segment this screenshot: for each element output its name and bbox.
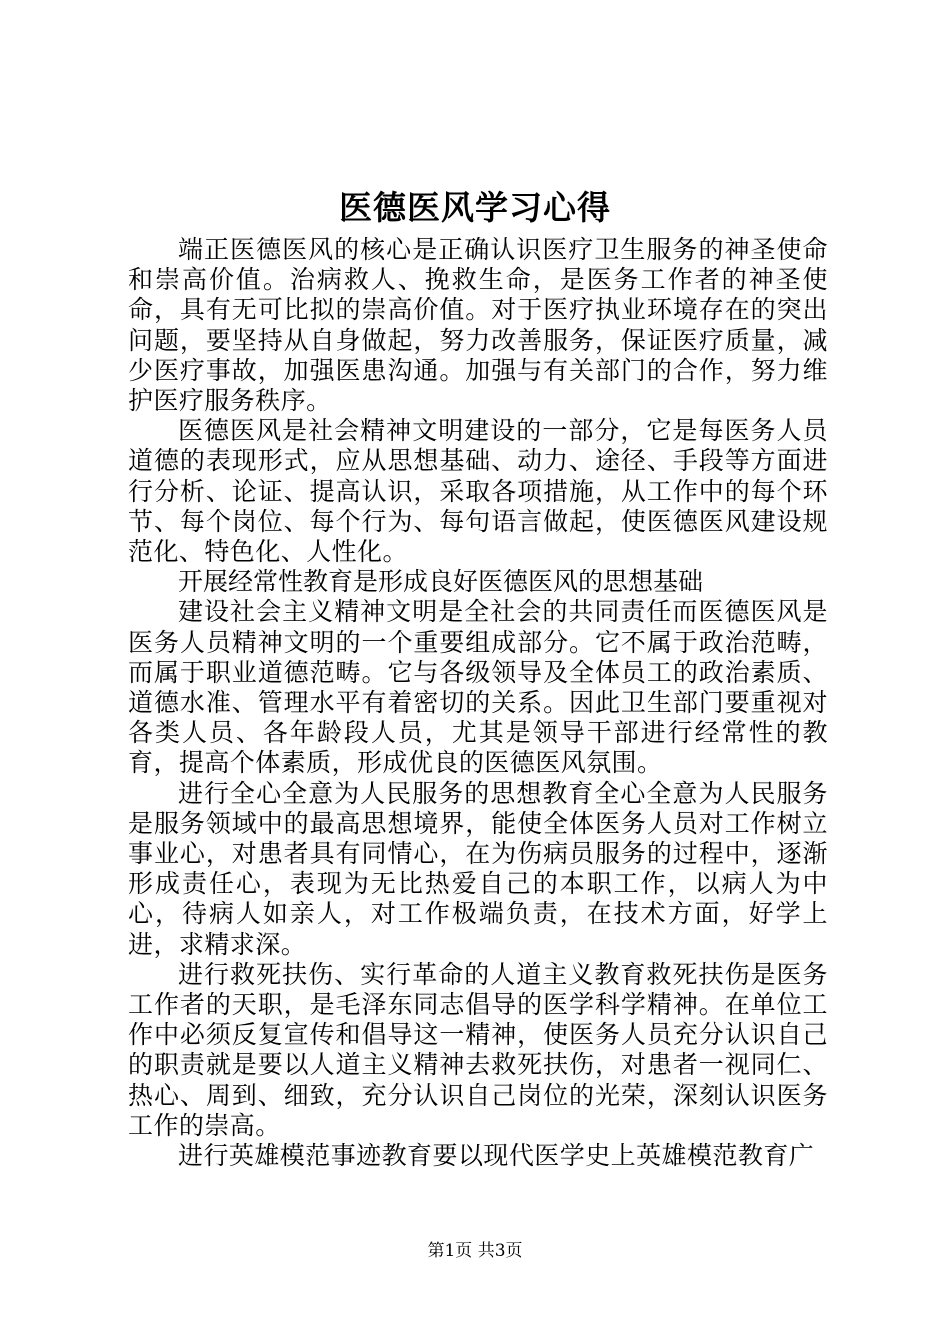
paragraph: 建设社会主义精神文明是全社会的共同责任而医德医风是医务人员精神文明的一个重要组成部分。它不属于政治范畴，而属于职业道德范畴。它与各级领导及全体员工的政治素质、道德水准、管理水平有着密切的关系。因此卫生部门要重视对各类人员、各年龄段人员，尤其是领导干部进行经常性的教育，提高个体素质，形成优良的医德医风氛围。 xyxy=(128,597,828,778)
paragraph: 端正医德医风的核心是正确认识医疗卫生服务的神圣使命和崇高价值。治病救人、挽救生命，是医务工作者的神圣使命，具有无可比拟的崇高价值。对于医疗执业环境存在的突出问题，要坚持从自身做起，努力改善服务，保证医疗质量，减少医疗事故，加强医患沟通。加强与有关部门的合作，努力维护医疗服务秩序。 xyxy=(128,235,828,416)
page-title: 医德医风学习心得 xyxy=(339,188,611,227)
page-footer: 第1页 共3页 xyxy=(427,1241,523,1261)
paragraph: 医德医风是社会精神文明建设的一部分，它是每医务人员道德的表现形式，应从思想基础、动力、途径、手段等方面进行分析、论证、提高认识，采取各项措施，从工作中的每个环节、每个岗位、每个行为、每句语言做起，使医德医风建设规范化、特色化、人性化。 xyxy=(128,416,828,567)
document-body xyxy=(128,235,828,1171)
paragraph: 进行救死扶伤、实行革命的人道主义教育救死扶伤是医务工作者的天职，是毛泽东同志倡导的医学科学精神。在单位工作中必须反复宣传和倡导这一精神，使医务人员充分认识自己的职责就是要以人道主义精神去救死扶伤，对患者一视同仁、热心、周到、细致，充分认识自己岗位的光荣，深刻认识医务工作的崇高。 xyxy=(128,959,828,1140)
paragraph: 进行全心全意为人民服务的思想教育全心全意为人民服务是服务领域中的最高思想境界，能使全体医务人员对工作树立事业心，对患者具有同情心，在为伤病员服务的过程中，逐渐形成责任心，表现为无比热爱自己的本职工作，以病人为中心，待病人如亲人，对工作极端负责，在技术方面，好学上进，求精求深。 xyxy=(128,778,828,959)
section-heading: 开展经常性教育是形成良好医德医风的思想基础 xyxy=(178,567,704,597)
paragraph: 进行英雄模范事迹教育要以现代医学史上英雄模范教育广 xyxy=(178,1141,815,1171)
